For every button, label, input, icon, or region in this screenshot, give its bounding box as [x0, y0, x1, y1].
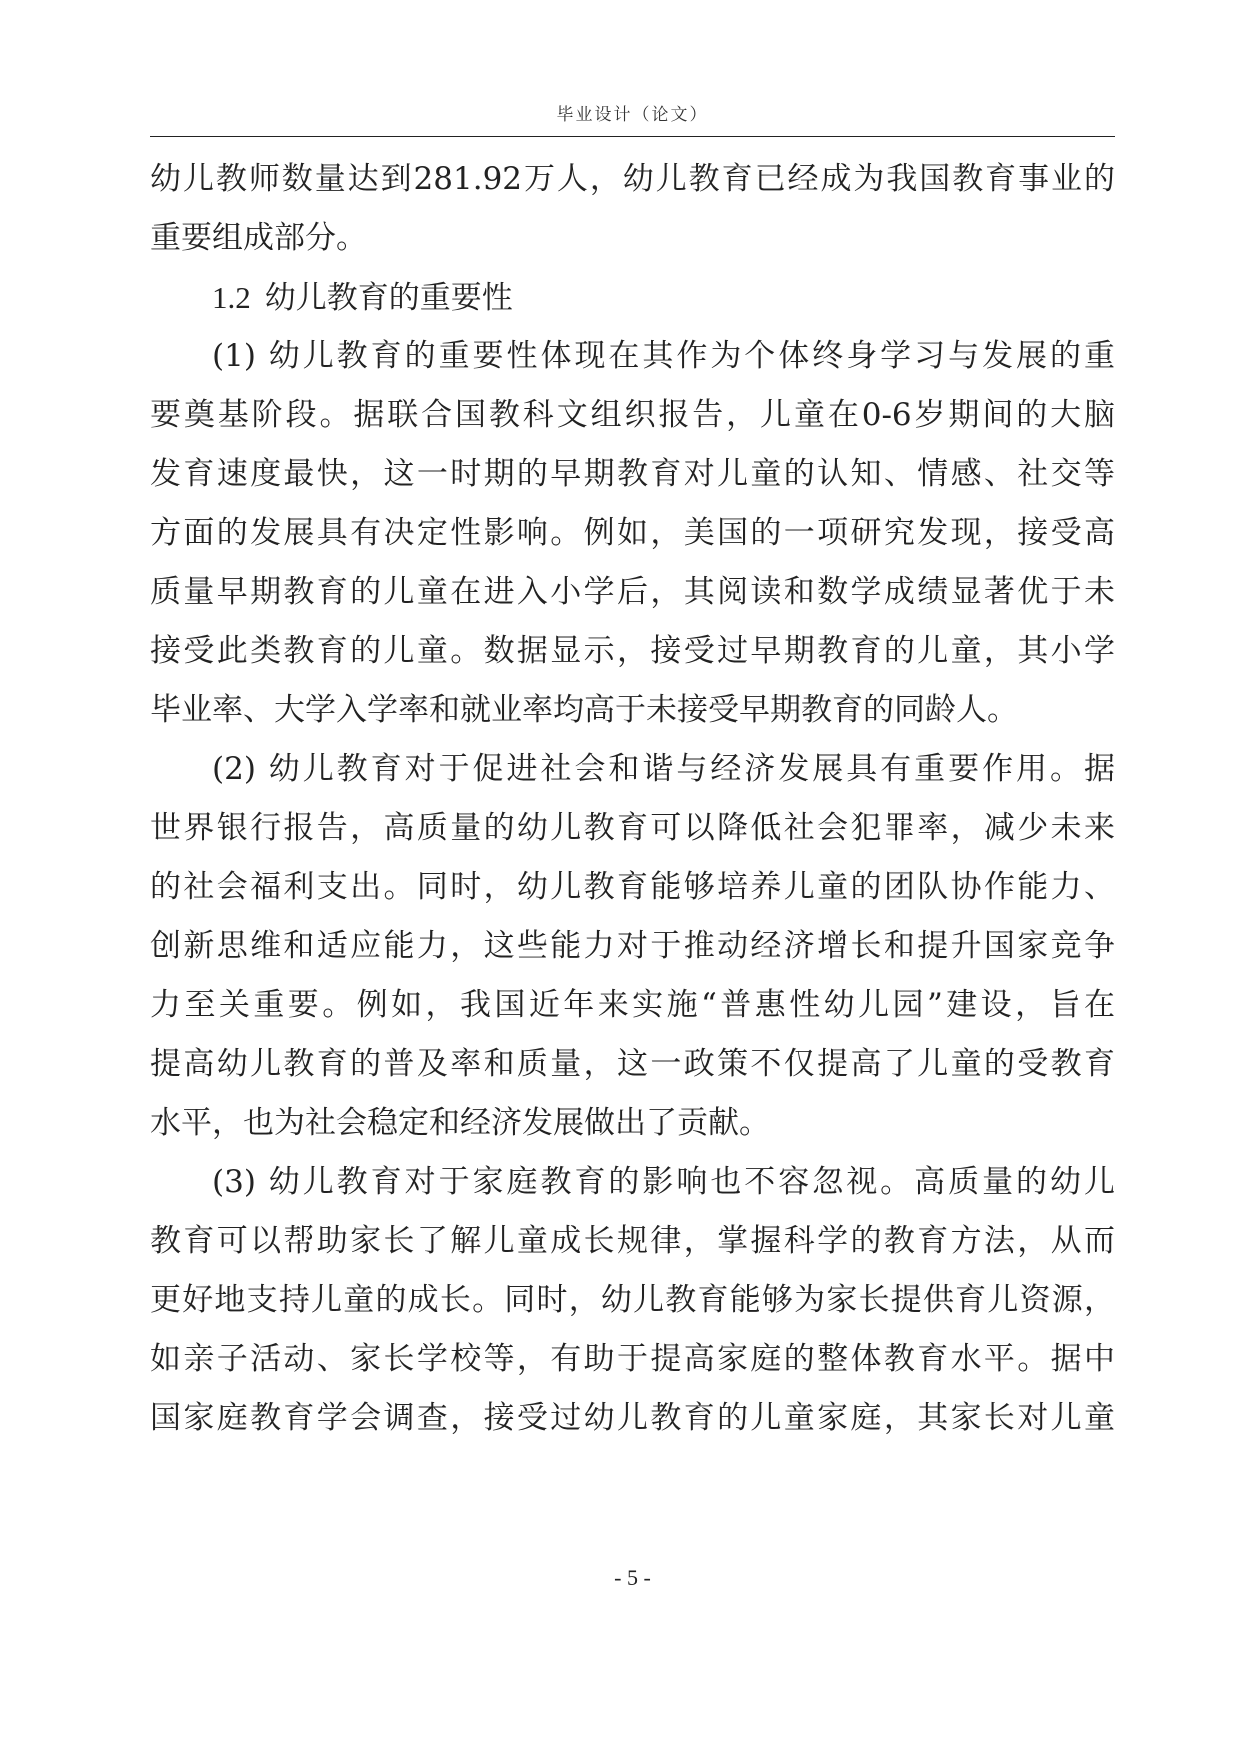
paragraph-line: 接受此类教育的儿童。数据显示，接受过早期教育的儿童，其小学	[150, 633, 1115, 669]
paragraph-line: (2) 幼儿教育对于促进社会和谐与经济发展具有重要作用。据	[212, 751, 1115, 787]
running-header: 毕业设计（论文）	[556, 105, 709, 125]
paragraph-3	[150, 1153, 1115, 1448]
paragraph-line: 世界银行报告，高质量的幼儿教育可以降低社会犯罪率，减少未来	[150, 810, 1115, 846]
paragraph-line: 幼儿教师数量达到281.92万人，幼儿教育已经成为我国教育事业的	[150, 161, 1115, 197]
paragraph-line: 要奠基阶段。据联合国教科文组织报告，儿童在0-6岁期间的大脑	[150, 397, 1115, 433]
page-number: - 5 -	[614, 1565, 651, 1590]
paragraph-line: 质量早期教育的儿童在进入小学后，其阅读和数学成绩显著优于未	[150, 574, 1115, 610]
header-rule	[150, 136, 1115, 137]
paragraph-2	[150, 740, 1115, 1153]
paragraph-line: (1) 幼儿教育的重要性体现在其作为个体终身学习与发展的重	[212, 338, 1115, 374]
section-number: 1.2	[212, 280, 251, 315]
paragraph-line: 如亲子活动、家长学校等，有助于提高家庭的整体教育水平。据中	[150, 1341, 1115, 1377]
paragraph-line: 发育速度最快，这一时期的早期教育对儿童的认知、情感、社交等	[150, 456, 1115, 492]
paragraph-line: 国家庭教育学会调查，接受过幼儿教育的儿童家庭，其家长对儿童	[150, 1400, 1115, 1436]
paragraph-line: 创新思维和适应能力，这些能力对于推动经济增长和提升国家竞争	[150, 928, 1115, 964]
paragraph-line: 力至关重要。例如，我国近年来实施“普惠性幼儿园”建设，旨在	[150, 987, 1115, 1023]
page-body	[150, 150, 1115, 1448]
paragraph-line: 更好地支持儿童的成长。同时，幼儿教育能够为家长提供育儿资源，	[150, 1282, 1115, 1318]
paragraph-line: 重要组成部分。	[150, 220, 367, 256]
paragraph-line: 方面的发展具有决定性影响。例如，美国的一项研究发现，接受高	[150, 515, 1115, 551]
paragraph-line: (3) 幼儿教育对于家庭教育的影响也不容忽视。高质量的幼儿	[212, 1164, 1115, 1200]
continuation-paragraph	[150, 150, 1115, 268]
section-title: 幼儿教育的重要性	[264, 280, 513, 316]
section-heading	[150, 268, 1115, 327]
paragraph-1	[150, 327, 1115, 740]
paragraph-line: 教育可以帮助家长了解儿童成长规律，掌握科学的教育方法，从而	[150, 1223, 1115, 1259]
paragraph-line: 毕业率、大学入学率和就业率均高于未接受早期教育的同龄人。	[150, 692, 1018, 728]
paragraph-line: 水平，也为社会稳定和经济发展做出了贡献。	[150, 1105, 770, 1141]
paragraph-line: 的社会福利支出。同时，幼儿教育能够培养儿童的团队协作能力、	[150, 869, 1115, 905]
paragraph-line: 提高幼儿教育的普及率和质量，这一政策不仅提高了儿童的受教育	[150, 1046, 1115, 1082]
